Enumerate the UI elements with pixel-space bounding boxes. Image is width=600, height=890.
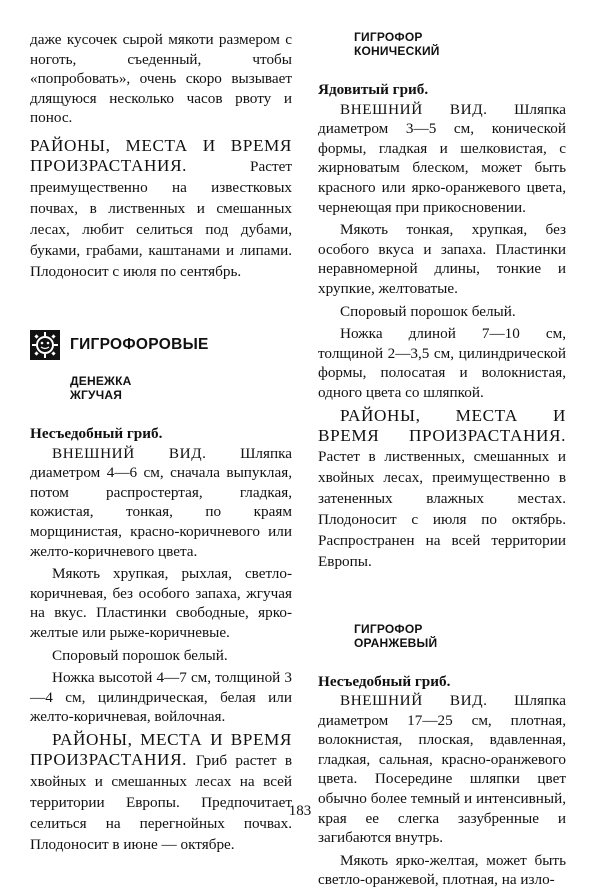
stem-paragraph: Ножка высотой 4—7 см, толщиной 3—4 см, цилиндрическая, белая или желто-коричневая, войлочная. xyxy=(30,669,292,726)
species-title-denezhka xyxy=(70,374,292,402)
appearance-paragraph xyxy=(318,100,566,218)
regions-text: Растет в лиственных, смешанных и хвойных лесах, преимущественно в затененных влажных местах. Плодоносит с июля по октябрь. Распространен на всей территории Европы. xyxy=(318,447,566,570)
mushroom-emblem-icon xyxy=(30,330,60,360)
page-number: 183 xyxy=(288,803,312,819)
left-column xyxy=(30,30,292,855)
regions-text: Растет преимущественно на известковых почвах, в лиственных и смешанных лесах, любит селиться под дубами, буками, грабами, каштанами и липами. Плодоносит с июля по сентябрь. xyxy=(30,157,292,280)
species-title-oranzhevy xyxy=(354,622,566,650)
stem-paragraph: Ножка длиной 7—10 см, толщиной 2—3,5 см, цилиндрической формы, полосатая и волокнистая, одного цвета со шляпкой. xyxy=(318,325,566,401)
regions-heading: РАЙОНЫ, МЕСТА И ВРЕМЯ ПРОИЗРАСТАНИЯ. xyxy=(318,405,566,445)
edibility-label: Несъедобный гриб. xyxy=(318,672,451,690)
appearance-paragraph xyxy=(318,691,566,848)
appearance-text: Шляпка диаметром 17—25 см, плотная, волокнистая, плоская, вдавленная, гладкая, сальная, красно-оранжевого цвета. Посередине шляпки цвет обычно более темный и интенсивный, края ее слегка зазубренные и загибаются внутрь. xyxy=(318,692,566,847)
flesh-paragraph: Мякоть ярко-желтая, может быть светло-оранжевой, плотная, на изло- xyxy=(318,851,566,889)
regions-heading: РАЙОНЫ, МЕСТА И ВРЕМЯ ПРОИЗРАСТАНИЯ. xyxy=(30,135,292,175)
flesh-paragraph: Мякоть хрупкая, рыхлая, светло-коричневая, без особого запаха, жгучая на вкус. Пластинки свободные, ярко-желтые или рыже-коричневые. xyxy=(30,565,292,641)
species-title-line2: ЖГУЧАЯ xyxy=(70,387,123,402)
edibility-label: Несъедобный гриб. xyxy=(30,424,163,442)
edibility-label: Ядовитый гриб. xyxy=(318,81,429,98)
regions-paragraph xyxy=(318,406,566,572)
spore-paragraph: Споровый порошок белый. xyxy=(340,302,516,320)
family-header xyxy=(30,330,292,360)
appearance-paragraph xyxy=(30,444,292,562)
species-title-line1: ГИГРОФОР xyxy=(354,621,423,636)
right-column xyxy=(318,30,566,890)
regions-paragraph-2 xyxy=(30,730,292,855)
species-title-line2: КОНИЧЕСКИЙ xyxy=(354,44,440,58)
species-title-line1: ДЕНЕЖКА xyxy=(70,373,132,388)
appearance-text: Шляпка диаметром 3—5 см, конической формы, гладкая и шелковистая, с жирноватым блеском, может быть красного или ярко-оранжевого цвета, чернеющая при прикосновении. xyxy=(318,100,566,216)
family-title: ГИГРОФОРОВЫЕ xyxy=(70,335,209,353)
species-title-line2: ОРАНЖЕВЫЙ xyxy=(354,635,438,650)
regions-text-2: Гриб растет в хвойных и смешанных лесах на всей территории Европы. Предпочитает селиться на перегнойных почвах. Плодоносит в июне — октябре. xyxy=(30,751,292,853)
regions-heading-2: РАЙОНЫ, МЕСТА И ВРЕМЯ ПРОИЗРАСТАНИЯ. xyxy=(30,729,292,769)
appearance-text: Шляпка диаметром 4—6 см, сначала выпуклая, потом распростертая, гладкая, кожистая, тонкая, по краям морщинистая, красно-коричневого или желто-коричневого цвета. xyxy=(30,444,292,560)
appearance-heading: ВНЕШНИЙ ВИД. xyxy=(340,100,488,118)
species-title-line1: ГИГРОФОР xyxy=(354,30,423,44)
appearance-heading: ВНЕШНИЙ ВИД. xyxy=(52,444,207,462)
appearance-heading: ВНЕШНИЙ ВИД. xyxy=(340,692,488,710)
flesh-paragraph: Мякоть тонкая, хрупкая, без особого вкуса и запаха. Пластинки неравномерной длины, тонкие и хрупкие, желтоватые. xyxy=(318,221,566,297)
regions-paragraph xyxy=(30,136,292,282)
spore-paragraph: Споровый порошок белый. xyxy=(52,646,228,664)
intro-paragraph: даже кусочек сырой мякоти размером с ноготь, съеденный, чтобы «попробовать», очень скоро вызывает длящуюся несколько часов рвоту и понос. xyxy=(30,31,292,127)
species-title-konichesky xyxy=(354,30,566,58)
